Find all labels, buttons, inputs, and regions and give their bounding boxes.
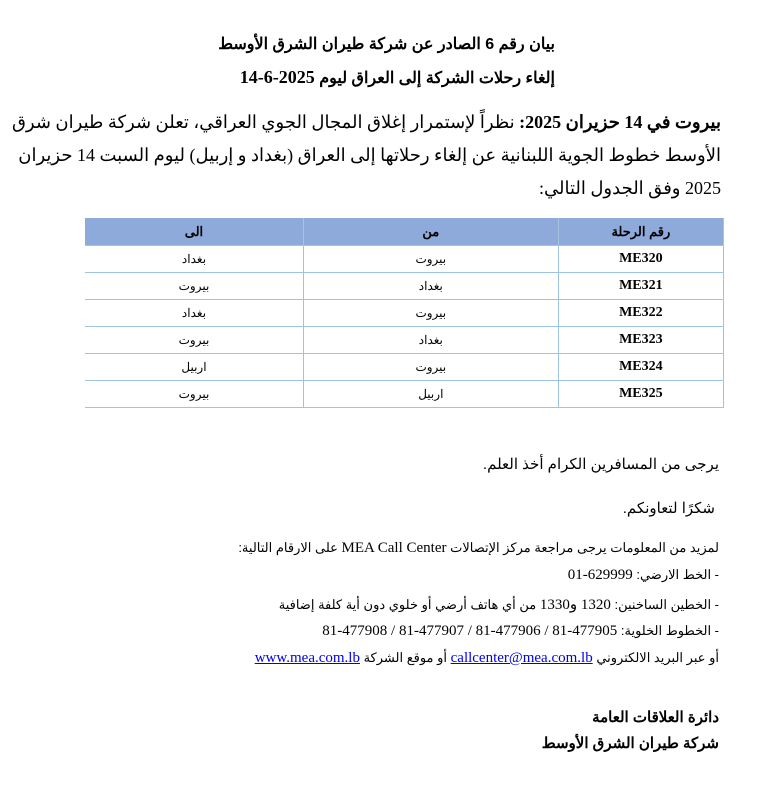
flight-from: بيروت bbox=[303, 246, 558, 273]
table-header-row bbox=[85, 218, 724, 246]
table-row bbox=[85, 381, 724, 408]
intro-lead: بيروت في 14 حزيران 2025: bbox=[519, 112, 721, 132]
contact-intro bbox=[238, 540, 719, 557]
flight-number: ME324 bbox=[558, 354, 723, 381]
flight-to: اربيل bbox=[85, 354, 303, 381]
header-to: الى bbox=[85, 218, 303, 246]
statement-subtitle bbox=[240, 67, 555, 88]
landline-label: - الخط الارضي: bbox=[632, 567, 719, 582]
flight-number: ME325 bbox=[558, 381, 723, 408]
statement-title: بيان رقم 6 الصادر عن شركة طيران الشرق الأوسط bbox=[218, 36, 555, 53]
passenger-notice: يرجى من المسافرين الكرام أخذ العلم. bbox=[482, 456, 719, 473]
flight-to: بيروت bbox=[85, 381, 303, 408]
mobile-line bbox=[322, 623, 719, 640]
mobile-numbers: 81-477908 / 81-477907 / 81-477906 / 81-477905 bbox=[322, 623, 618, 639]
flight-to: بغداد bbox=[85, 246, 303, 273]
subtitle-date: 14-6-2025 bbox=[239, 67, 315, 87]
landline-line bbox=[568, 567, 719, 584]
contact-intro-after: على الارقام التالية: bbox=[238, 540, 342, 555]
header-from: من bbox=[303, 218, 558, 246]
landline-number: 01-629999 bbox=[567, 567, 633, 583]
intro-paragraph bbox=[11, 106, 721, 205]
subtitle-text: إلغاء رحلات الشركة إلى العراق ليوم bbox=[314, 70, 555, 87]
hotline-label: - الخطين الساخنين: bbox=[610, 597, 719, 612]
header-flight-number: رقم الرحلة bbox=[558, 218, 723, 246]
cancelled-flights-table bbox=[85, 218, 724, 408]
flight-from: بيروت bbox=[303, 354, 558, 381]
table-row bbox=[85, 300, 724, 327]
hotline-numbers: 1320 و1330 bbox=[539, 597, 611, 613]
intro-line-2: الأوسط خطوط الجوية اللبنانية عن إلغاء رحلاتها إلى العراق (بغداد و إربيل) ليوم السبت 14 حزيران bbox=[18, 145, 721, 165]
website-label: أو موقع الشركة bbox=[359, 650, 451, 665]
thanks-note: شكرًا لتعاونكم. bbox=[622, 500, 715, 517]
online-contact-line bbox=[255, 650, 719, 667]
call-center-name: MEA Call Center bbox=[341, 540, 447, 556]
intro-line-3: 2025 وفق الجدول التالي: bbox=[538, 178, 721, 198]
website-link[interactable]: www.mea.com.lb bbox=[254, 650, 360, 666]
flight-number: ME323 bbox=[558, 327, 723, 354]
intro-line-1 bbox=[11, 106, 721, 139]
table-row bbox=[85, 273, 724, 300]
company-name: شركة طيران الشرق الأوسط bbox=[541, 735, 719, 752]
flight-from: اربيل bbox=[303, 381, 558, 408]
mobile-label: - الخطوط الخلوية: bbox=[617, 623, 719, 638]
intro-line-1-rest: نظراً لإستمرار إغلاق المجال الجوي العراقي، تعلن شركة طيران شرق bbox=[11, 112, 520, 132]
email-label: أو عبر البريد الالكتروني bbox=[592, 650, 719, 665]
flight-to: بيروت bbox=[85, 327, 303, 354]
flight-from: بيروت bbox=[303, 300, 558, 327]
table-row bbox=[85, 354, 724, 381]
hotline-rest: من أي هاتف أرضي أو خلوي دون أية كلفة إضافية bbox=[278, 597, 540, 612]
flight-number: ME320 bbox=[558, 246, 723, 273]
flight-to: بيروت bbox=[85, 273, 303, 300]
email-link[interactable]: callcenter@mea.com.lb bbox=[450, 650, 593, 666]
table-row bbox=[85, 246, 724, 273]
table-row bbox=[85, 327, 724, 354]
hotline-line bbox=[279, 595, 719, 614]
contact-intro-before: لمزيد من المعلومات يرجى مراجعة مركز الإتصالات bbox=[446, 540, 719, 555]
flight-number: ME322 bbox=[558, 300, 723, 327]
flight-to: بغداد bbox=[85, 300, 303, 327]
flight-from: بغداد bbox=[303, 273, 558, 300]
flight-number: ME321 bbox=[558, 273, 723, 300]
department-name: دائرة العلاقات العامة bbox=[592, 709, 719, 726]
flight-from: بغداد bbox=[303, 327, 558, 354]
